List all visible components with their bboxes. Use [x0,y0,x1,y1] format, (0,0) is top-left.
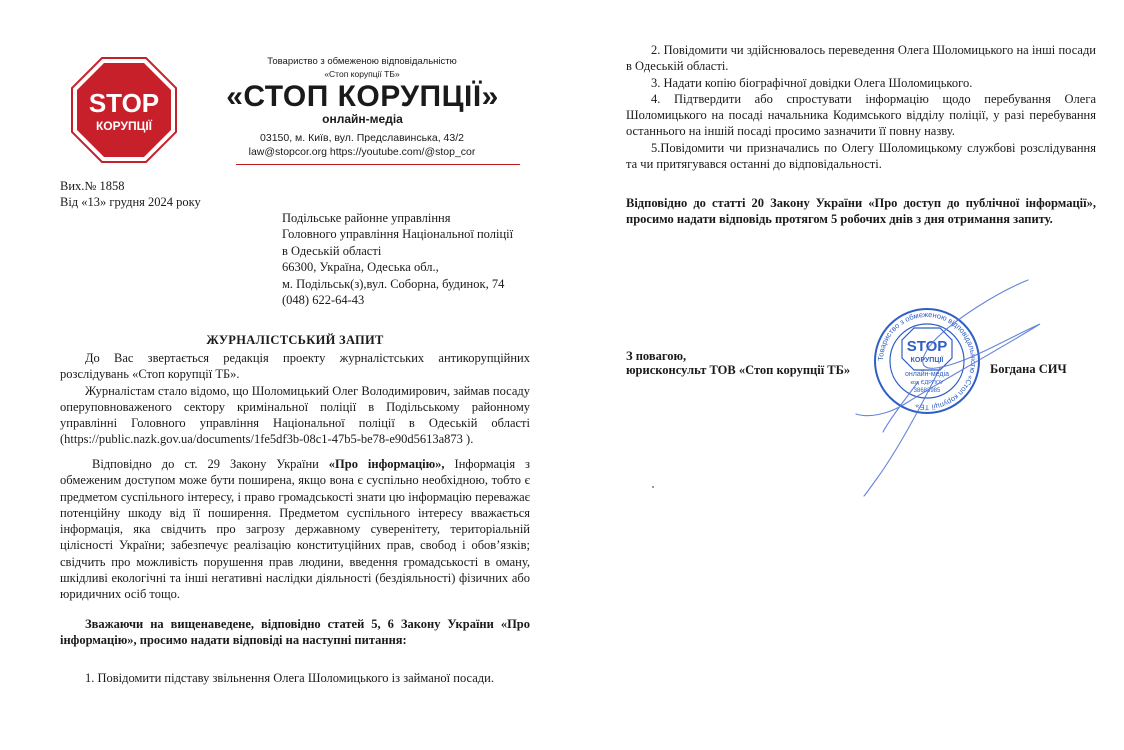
paragraph-2: Журналістам стало відомо, що Шоломицький Олег Володимирович, займав посаду оперуповноваженого сектору кримінальної поліції в Подільському районному управлінні Головного управління Національної поліції в Одеській області (https://public.nazk.gov.ua/documents/1fe5df3b-08c1-47b5-be78-e90d5613a873 ). [60,383,530,447]
outgoing-number: Вих.№ 1858 [60,179,125,193]
org-address: 03150, м. Київ, вул. Предславинська, 43/2 [260,132,464,144]
questions-list [626,42,1096,172]
org-contacts: law@stopcor.org https://youtube.com/@stop_cor [248,146,476,158]
regards-text: З повагою, [626,349,687,363]
question-1-block [60,670,530,686]
signature-block [626,348,886,379]
recipient-line: Головного управління Національної поліції [282,227,514,242]
signer-position: юрисконсульт ТОВ «Стоп корупції ТБ» [626,363,851,378]
seal-sub: онлайн-медіа [905,371,949,378]
org-address-block [206,131,518,159]
scan-speck [652,486,654,488]
question-5: 5.Повідомити чи призначались по Олегу Шоломицькому службові розслідування та чи притягувався останні до відповідальності. [626,140,1096,172]
recipient-line: (048) 622-64-43 [282,293,365,308]
closing-paragraph: Відповідно до статті 20 Закону України «Про доступ до публічної інформації», просимо надати відповідь протягом 5 робочих днів з дня отримання запиту. [626,196,1096,227]
paragraph-request [60,616,530,649]
paragraph-intro [60,350,530,448]
signer-name: Богдана СИЧ [990,362,1067,376]
paragraph-3-bold: «Про інформацію», [328,457,445,471]
org-line-2: «Стоп корупції ТБ» [324,69,400,79]
seal-code-label: код ЄДРПОУ [910,380,944,386]
question-3: 3. Надати копію біографічної довідки Олега Шоломицького. [651,75,973,90]
logo-text-top: STOP [88,88,160,118]
recipient-line: Подільське районне управління [282,211,451,225]
recipient-line: 66300, Україна, Одеська обл., [282,260,439,275]
question-2: 2. Повідомити чи здійснювалось переведення Олега Шоломицького на інші посади в Одеській області. [626,43,1096,74]
seal-center-bottom: КОРУПЦІЇ [910,357,944,364]
paragraph-3-pre: Відповідно до ст. 29 Закону України [92,457,329,471]
recipient-line: м. Подільськ(з),вул. Соборна, будинок, 74 [282,276,505,291]
header-divider [236,164,520,165]
document-heading: ЖУРНАЛІСТСЬКИЙ ЗАПИТ [206,333,384,347]
paragraph-4: Зважаючи на вищенаведене, відповідно статей 5, 6 Закону України «Про інформацію», просимо надати відповіді на наступні питання: [60,617,530,648]
recipient-block [282,210,582,308]
stop-logo-icon [70,56,178,164]
question-4: 4. Підтвердити або спростувати інформацію щодо перебування Олега Шоломицького на посаді начальника Кодимського відділу поліції, у разі перебування останнього на іншій посаді просимо зазначити її повну назву. [626,91,1096,139]
letter-date: Від «13» грудня 2024 року [60,195,201,209]
handwritten-signature-icon [848,272,1048,502]
paragraph-3-post: Інформація з обмеженим доступом може бути поширена, якщо вона є суспільно необхідною, тобто є предметом суспільного інтересу, і право громадськості знати цю інформацію переважає потенційну шкоду від її поширення. Предметом суспільного інтересу вважається інформація, яка свідчить про загрозу державному суверенітету, територіальній цілісності України; забезпечує реалізацію конституційних прав, свобод і обов’язків; свідчить про можливість порушення прав людини, введення громадськості в оману, шкідливі екологічні та інші негативні наслідки діяльності (бездіяльності) фізичних або юридичних осіб тощо. [60,457,530,602]
brand-subtitle: онлайн-медіа [322,112,403,126]
org-line-1: Товариство з обмеженою відповідальністю [267,56,457,67]
question-1: 1. Повідомити підставу звільнення Олега Шоломицького із займаної посади. [85,671,494,685]
org-legal-name [212,56,512,80]
paragraph-1: До Вас звертається редакція проекту журналістських антикорупційних розслідувань «Стоп корупції ТБ». [60,351,530,382]
recipient-line: в Одеській області [282,243,382,258]
seal-code: 38683985 [913,388,941,394]
paragraph-law [60,456,530,603]
brand-title: «СТОП КОРУПЦІЇ» [226,80,499,113]
logo-text-bottom: КОРУПЦІЇ [95,119,153,133]
seal-ring-text: Товариство з обмеженою відповідальністю «Стоп корупції ТБ» [875,309,979,413]
seal-center-top: STOP [906,338,948,355]
